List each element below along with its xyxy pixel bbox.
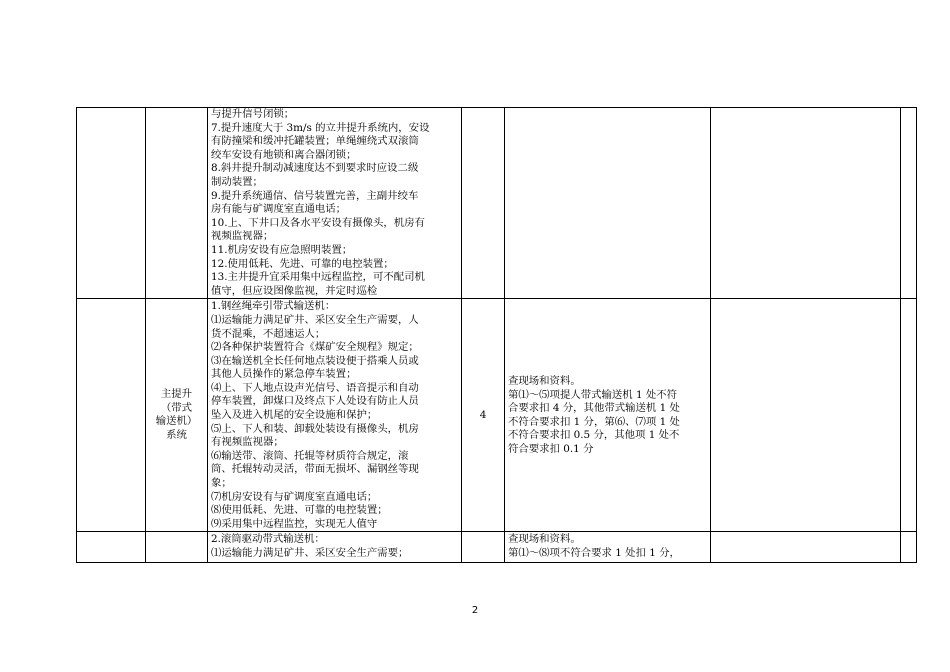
requirement-line: 房有能与矿调度室直通电话； [211,203,347,216]
requirement-line: 坠入及进入机尾的安全设施和保护； [211,409,378,422]
requirement-line: 有防撞梁和缓冲托罐装置；单绳缠绕式双滚筒 [211,135,419,148]
method-line: 合要求扣 4 分，其他带式输送机 1 处 [508,402,680,415]
requirement-line: ⑵各种保护装置符合《煤矿安全规程》规定； [211,341,419,354]
score-value: 4 [479,409,487,422]
requirement-line: 13.主井提升宜采用集中远程监控，可不配司机 [211,271,425,284]
blank-cell [901,299,917,532]
category-cell [146,108,208,299]
requirements-cell [208,532,462,563]
blank-cell [901,108,917,299]
method-line: 符合要求扣 0.1 分 [508,443,594,456]
requirements-cell [208,108,462,299]
requirement-line: 视频监视器； [211,230,274,243]
requirement-line: 制动装置； [211,175,263,188]
requirement-line: ⑶在输送机全长任何地点装设便于搭乘人员或 [211,354,419,367]
category-line: 系统 [166,428,187,441]
method-line: 查现场和资料。 [508,533,581,546]
table-row [77,532,917,563]
requirement-line: 有视频监视器； [211,436,284,449]
evaluation-table [76,107,917,563]
requirement-line: 1.钢丝绳牵引带式输送机： [211,300,336,313]
requirement-line: 其他人员操作的紧急停车装置； [211,368,357,381]
score-cell [462,108,505,299]
requirement-line: ⑷上、下人地点设声光信号、语音提示和自动 [211,381,419,394]
category-line: 主提升 [160,388,193,401]
table-row [77,108,917,299]
requirement-line: ⑴运输能力满足矿井、采区安全生产需要，人 [211,313,419,326]
blank-cell [711,532,901,563]
requirement-line: 7.提升速度大于 3m/s 的立井提升系统内，安设 [211,121,430,134]
blank-cell [77,299,146,532]
requirement-line: 与提升信号闭锁； [211,108,295,120]
requirement-line: 象； [211,477,232,490]
category-cell [146,299,208,532]
page-number: 2 [471,605,479,616]
category-line: （带式 [160,401,193,414]
score-cell [462,299,505,532]
requirement-line: ⑴运输能力满足矿井、采区安全生产需要； [211,547,409,559]
blank-cell [77,108,146,299]
requirement-line: 绞车安设有地锁和离合器闭锁； [211,148,357,161]
requirement-line: 值守，但应设图像监视，并定时巡检 [211,284,378,297]
blank-cell [77,532,146,563]
requirement-line: 停车装置，卸煤口及终点下人处设有防止人员 [211,395,419,408]
table-row [77,299,917,532]
requirement-line: 筒、托辊转动灵活，带面无损坏、漏钢丝等现 [211,463,419,476]
requirement-line: 货不混乘，不超速运人； [211,327,326,340]
requirement-line: 11.机房安设有应急照明装置； [211,243,353,256]
requirement-line: 9.提升系统通信、信号装置完善，主副井绞车 [211,189,419,202]
requirement-line: 8.斜井提升制动减速度达不到要求时应设二级 [211,162,419,175]
method-line: 第⑴～⑸项提人带式输送机 1 处不符 [508,388,678,401]
category-cell [146,532,208,563]
method-cell [505,532,711,563]
blank-cell [901,532,917,563]
requirement-line: ⑺机房安设有与矿调度室直通电话； [211,490,378,503]
requirement-line: ⑼采用集中远程监控，实现无人值守 [211,517,378,530]
blank-cell [711,108,901,299]
method-line: 不符合要求扣 1 分，第⑹、⑺项 1 处 [508,415,680,428]
method-cell [505,299,711,532]
requirements-cell [208,299,462,532]
method-line: 第⑴～⑻项不符合要求 1 处扣 1 分， [508,547,680,559]
requirement-line: ⑻使用低耗、先进、可靠的电控装置； [211,504,388,517]
requirement-line: 2.滚筒驱动带式输送机： [211,533,325,546]
requirement-line: 12.使用低耗、先进、可靠的电控装置； [211,257,394,270]
score-cell [462,532,505,563]
requirement-line: ⑸上、下人和装、卸载处装设有摄像头，机房 [211,422,419,435]
method-cell [505,108,711,299]
requirement-line: ⑹输送带、滚筒、托辊等材质符合规定，滚 [211,449,409,462]
method-line: 查现场和资料。 [508,375,581,388]
category-line: 输送机） [155,415,198,428]
blank-cell [711,299,901,532]
method-line: 不符合要求扣 0.5 分，其他项 1 处不 [508,429,680,442]
requirement-line: 10.上、下井口及各水平安设有摄像头，机房有 [211,216,425,229]
